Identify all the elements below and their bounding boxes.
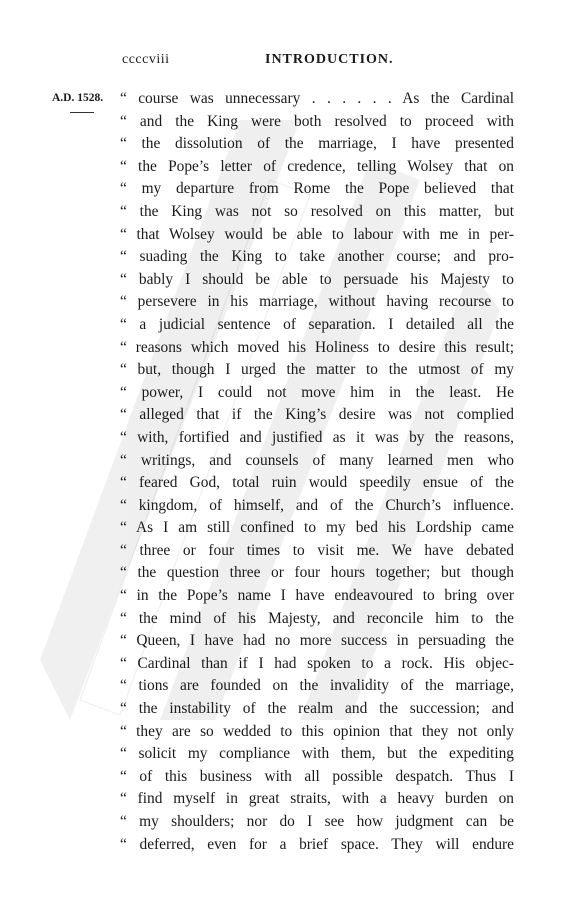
text-line: “ and the King were both resolved to proceed with [120, 112, 514, 130]
text-line: “ my departure from Rome the Pope believed that [120, 180, 514, 198]
text-line: “ As I am still confined to my bed his Lordship came [120, 519, 514, 537]
text-line: “ feared God, total ruin would speedily ensue of the [120, 474, 514, 492]
text-line: “ persevere in his marriage, without having recourse to [120, 293, 514, 311]
text-line: “ a judicial sentence of separation. I detailed all the [120, 315, 514, 333]
text-line: “ the dissolution of the marriage, I have presented [120, 135, 514, 153]
text-line: “ with, fortified and justified as it was by the reasons, [120, 428, 514, 446]
page-header [0, 52, 567, 74]
text-line: “ three or four times to visit me. We have debated [120, 541, 514, 559]
text-line: “ of this business with all possible despatch. Thus I [120, 767, 514, 785]
text-line: “ course was unnecessary . . . . . . As the Cardinal [120, 90, 514, 107]
text-line: “ but, though I urged the matter to the utmost of my [120, 361, 514, 379]
text-line: “ Cardinal than if I had spoken to a rock. His objec- [120, 654, 514, 672]
text-line: “ find myself in great straits, with a heavy burden on [120, 790, 514, 808]
margin-rule [70, 112, 94, 113]
text-line: “ bably I should be able to persuade his Majesty to [120, 270, 514, 288]
text-line: “ kingdom, of himself, and of the Church’s influence. [120, 496, 514, 514]
margin-date-note: A.D. 1528. [52, 92, 104, 104]
text-line: “ deferred, even for a brief space. They will endure [120, 835, 514, 853]
text-line: “ the question three or four hours together; but though [120, 564, 514, 582]
text-line: “ reasons which moved his Holiness to desire this result; [120, 338, 514, 356]
page-number: ccccviii [122, 52, 170, 67]
text-line: “ Queen, I have had no more success in persuading the [120, 632, 514, 650]
text-line: “ tions are founded on the invalidity of the marriage, [120, 677, 514, 695]
text-line: “ that Wolsey would be able to labour with me in per- [120, 225, 514, 243]
text-line: “ in the Pope’s name I have endeavoured to bring over [120, 587, 514, 605]
body-text [120, 88, 514, 856]
text-line: “ solicit my compliance with them, but the expediting [120, 745, 514, 763]
text-line: “ suading the King to take another course; and pro- [120, 248, 514, 266]
text-line: “ they are so wedded to this opinion that they not only [120, 722, 514, 740]
text-line: “ writings, and counsels of many learned men who [120, 451, 514, 469]
text-line: “ the mind of his Majesty, and reconcile him to the [120, 609, 514, 627]
running-title: INTRODUCTION. [265, 52, 394, 67]
text-line: “ the Pope’s letter of credence, telling Wolsey that on [120, 157, 514, 175]
text-line: “ the King was not so resolved on this matter, but [120, 202, 514, 220]
text-line: “ power, I could not move him in the least. He [120, 383, 514, 401]
text-line: “ alleged that if the King’s desire was not complied [120, 406, 514, 424]
text-line: “ my shoulders; nor do I see how judgment can be [120, 813, 514, 830]
text-line: “ the instability of the realm and the succession; and [120, 700, 514, 718]
